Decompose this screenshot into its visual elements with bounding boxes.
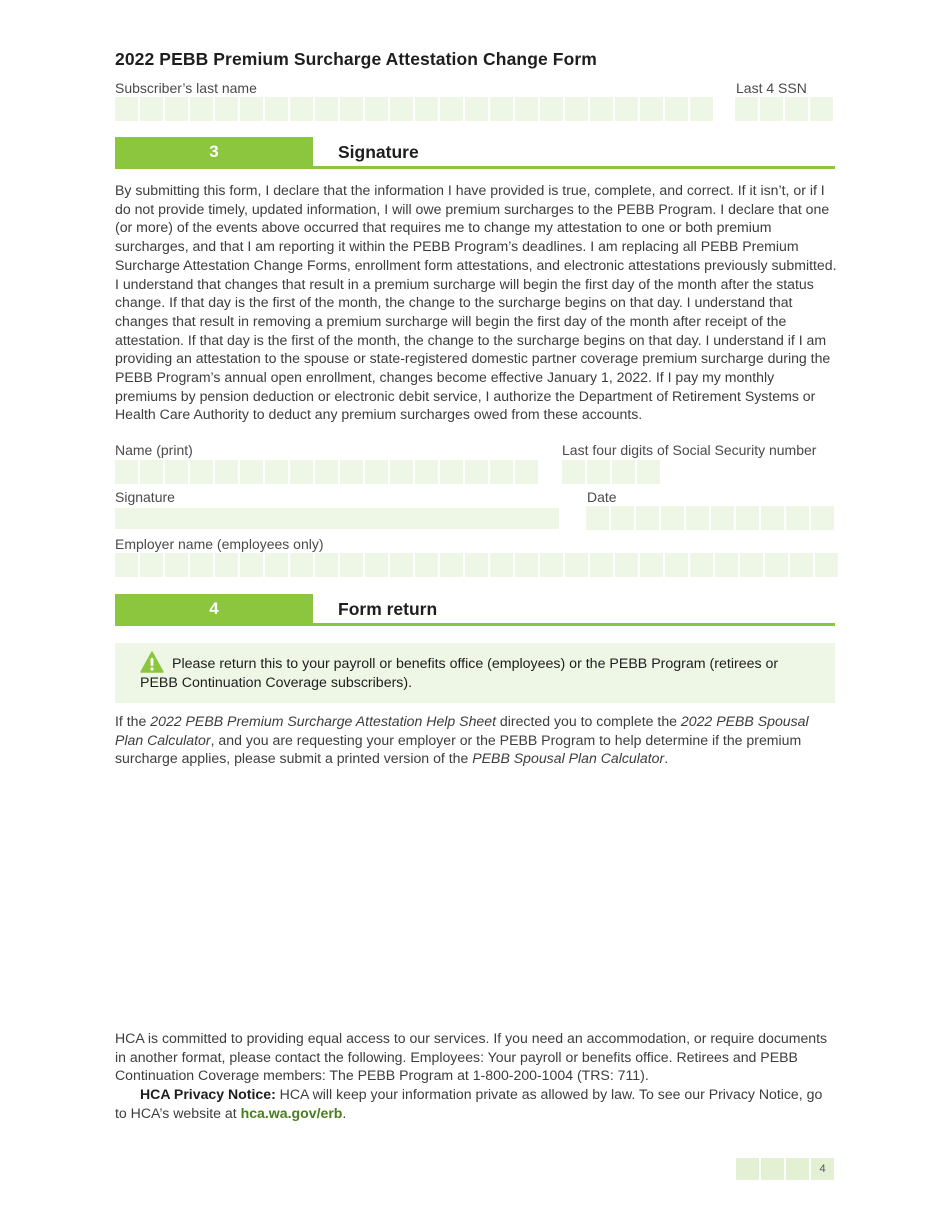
entry-cell[interactable]: [586, 506, 609, 530]
name-print-label: Name (print): [115, 442, 193, 458]
entry-cell[interactable]: [665, 553, 688, 577]
entry-cell[interactable]: [490, 97, 513, 121]
calc-text-1: If the: [115, 713, 151, 729]
spousal-calculator-title: 2022 PEBB Spousal Plan Calculator: [115, 713, 809, 748]
entry-cell[interactable]: [540, 553, 563, 577]
entry-cell[interactable]: [640, 553, 663, 577]
entry-cell[interactable]: [661, 506, 684, 530]
entry-cell[interactable]: [637, 460, 660, 484]
entry-cell[interactable]: [190, 97, 213, 121]
entry-cell[interactable]: [340, 460, 363, 484]
entry-cell[interactable]: [315, 460, 338, 484]
entry-cell[interactable]: [165, 460, 188, 484]
last4-ssn-field[interactable]: [735, 97, 833, 121]
help-sheet-title: 2022 PEBB Premium Surcharge Attestation Help Sheet: [150, 713, 497, 729]
subscriber-last-name-label: Subscriber’s last name: [115, 80, 257, 96]
section-4-number: 4: [115, 594, 313, 624]
entry-cell[interactable]: [290, 553, 313, 577]
entry-cell[interactable]: [590, 553, 613, 577]
entry-cell[interactable]: [290, 97, 313, 121]
entry-cell[interactable]: [390, 553, 413, 577]
page-box-cell: [736, 1158, 759, 1180]
entry-cell[interactable]: [565, 553, 588, 577]
entry-cell[interactable]: [215, 553, 238, 577]
entry-cell[interactable]: [565, 97, 588, 121]
calculator-instructions: [115, 712, 837, 768]
entry-cell[interactable]: [365, 553, 388, 577]
entry-cell[interactable]: [165, 97, 188, 121]
form-return-notice-text: Please return this to your payroll or benefits office (employees) or the PEBB Program (retirees or PEBB Continuation Coverage subscribers).: [140, 656, 779, 691]
calc-text-4: .: [664, 750, 669, 767]
entry-cell[interactable]: [115, 97, 138, 121]
privacy-notice: [115, 1085, 837, 1122]
entry-cell[interactable]: [265, 97, 288, 121]
entry-cell[interactable]: [686, 506, 709, 530]
entry-cell[interactable]: [115, 553, 138, 577]
entry-cell[interactable]: [215, 97, 238, 121]
entry-cell[interactable]: [785, 97, 808, 121]
entry-cell[interactable]: [340, 553, 363, 577]
date-field[interactable]: [586, 506, 834, 530]
privacy-notice-text: HCA will keep your information private as allowed by law. To see our Privacy Notice, go to HCA’s website at: [115, 1086, 823, 1121]
entry-cell[interactable]: [640, 97, 663, 121]
entry-cell[interactable]: [636, 506, 659, 530]
section-4-header: [115, 594, 835, 626]
calc-text-2: directed you to complete the: [496, 713, 681, 729]
page-box-cell: [786, 1158, 809, 1180]
entry-cell[interactable]: [515, 97, 538, 121]
entry-cell[interactable]: [140, 97, 163, 121]
entry-cell[interactable]: [190, 460, 213, 484]
section-3-number: 3: [115, 137, 313, 167]
entry-cell[interactable]: [490, 553, 513, 577]
entry-cell[interactable]: [315, 97, 338, 121]
entry-cell[interactable]: [440, 97, 463, 121]
entry-cell[interactable]: [365, 460, 388, 484]
entry-cell[interactable]: [140, 553, 163, 577]
entry-cell[interactable]: [761, 506, 784, 530]
ssn-last4-field[interactable]: [562, 460, 660, 484]
entry-cell[interactable]: [515, 460, 538, 484]
entry-cell[interactable]: [340, 97, 363, 121]
entry-cell[interactable]: [415, 460, 438, 484]
page-box-cell: [761, 1158, 784, 1180]
entry-cell[interactable]: [290, 460, 313, 484]
footer: [115, 1029, 837, 1123]
entry-cell[interactable]: [815, 553, 838, 577]
last4-ssn-label: Last 4 SSN: [736, 80, 807, 96]
signature-label: Signature: [115, 489, 175, 505]
form-title: 2022 PEBB Premium Surcharge Attestation Change Form: [115, 49, 597, 69]
entry-cell[interactable]: [765, 553, 788, 577]
entry-cell[interactable]: [615, 553, 638, 577]
entry-cell[interactable]: [590, 97, 613, 121]
spousal-calculator-name: PEBB Spousal Plan Calculator: [472, 750, 665, 767]
privacy-notice-label: HCA Privacy Notice:: [140, 1086, 276, 1103]
page-number-box: [736, 1158, 834, 1180]
entry-cell[interactable]: [736, 506, 759, 530]
employer-name-field[interactable]: [115, 553, 838, 577]
entry-cell[interactable]: [690, 97, 713, 121]
signature-field[interactable]: [115, 508, 559, 529]
entry-cell[interactable]: [440, 553, 463, 577]
entry-cell[interactable]: [365, 97, 388, 121]
entry-cell[interactable]: [140, 460, 163, 484]
entry-cell[interactable]: [315, 553, 338, 577]
entry-cell[interactable]: [587, 460, 610, 484]
entry-cell[interactable]: [165, 553, 188, 577]
entry-cell[interactable]: [440, 460, 463, 484]
page-number: 4: [811, 1158, 834, 1180]
entry-cell[interactable]: [240, 460, 263, 484]
entry-cell[interactable]: [415, 553, 438, 577]
entry-cell[interactable]: [790, 553, 813, 577]
entry-cell[interactable]: [740, 553, 763, 577]
entry-cell[interactable]: [786, 506, 809, 530]
privacy-link[interactable]: hca.wa.gov/erb: [240, 1104, 343, 1121]
entry-cell[interactable]: [240, 97, 263, 121]
entry-cell[interactable]: [390, 97, 413, 121]
entry-cell[interactable]: [265, 460, 288, 484]
section-3-title: Signature: [338, 142, 419, 162]
entry-cell[interactable]: [715, 553, 738, 577]
entry-cell[interactable]: [515, 553, 538, 577]
entry-cell[interactable]: [240, 553, 263, 577]
entry-cell[interactable]: [465, 97, 488, 121]
entry-cell[interactable]: [415, 97, 438, 121]
entry-cell[interactable]: [465, 460, 488, 484]
entry-cell[interactable]: [811, 506, 834, 530]
calc-text-3: , and you are requesting your employer or the PEBB Program to help determine if the premium surcharge applies, please submit a printed version of the: [115, 731, 802, 767]
section-3-header: [115, 137, 835, 169]
entry-cell[interactable]: [215, 460, 238, 484]
entry-cell[interactable]: [665, 97, 688, 121]
entry-cell[interactable]: [612, 460, 635, 484]
entry-cell[interactable]: [465, 553, 488, 577]
entry-cell[interactable]: [760, 97, 783, 121]
entry-cell[interactable]: [810, 97, 833, 121]
section-4-title: Form return: [338, 599, 438, 619]
equal-access-text: HCA is committed to providing equal access to our services. If you need an accommodation, or require documents in another format, please contact the following. Employees: Your payroll or benefits office. Retirees and PEBB Continuation Coverage members: The PEBB Program at 1-800-200-1004 (TRS: 711).: [115, 1030, 828, 1084]
section-3-rule: [115, 166, 835, 169]
ssn-last4-label: Last four digits of Social Security number: [562, 442, 817, 458]
employer-name-label: Employer name (employees only): [115, 536, 324, 552]
entry-cell[interactable]: [115, 460, 138, 484]
name-print-field[interactable]: [115, 460, 538, 484]
privacy-end: .: [342, 1104, 347, 1121]
entry-cell[interactable]: [611, 506, 634, 530]
entry-cell[interactable]: [735, 97, 758, 121]
subscriber-last-name-field[interactable]: [115, 97, 713, 121]
declaration-text: By submitting this form, I declare that the information I have provided is true, complete, and correct. If it isn’t, or if I do not provide timely, updated information, I will owe premium surcharges to the PEBB Program. I declare that one (or more) of the events above occurred that requires me to change my attestation to one or both premium surcharges, and that I am reporting it within the PEBB Program’s deadlines. I am replacing all PEBB Premium Surcharge Attestation Change Forms, enrollment form attestations, and electronic attestations previously submitted. I understand that changes that result in a premium surcharge will begin the first day of the month after the status change. If that day is the first of the month, the change to the surcharge begins on that day. I understand that changes that result in removing a premium surcharge will begin the first day of the month after receipt of the attestation. If that day is the first of the month, the change to the surcharge begins on that day. I understand if I am providing an attestation to the spouse or state-registered domestic partner coverage premium surcharge during the PEBB Program’s annual open enrollment, changes become effective January 1, 2022. If I pay my monthly premiums by pension deduction or electronic debit service, I authorize the Department of Retirement Systems or Health Care Authority to deduct any premium surcharges owed from these accounts.: [115, 182, 837, 423]
entry-cell[interactable]: [540, 97, 563, 121]
entry-cell[interactable]: [562, 460, 585, 484]
entry-cell[interactable]: [615, 97, 638, 121]
entry-cell[interactable]: [390, 460, 413, 484]
entry-cell[interactable]: [265, 553, 288, 577]
section-4-rule: [115, 623, 835, 626]
date-label: Date: [587, 489, 617, 505]
entry-cell[interactable]: [711, 506, 734, 530]
entry-cell[interactable]: [190, 553, 213, 577]
entry-cell[interactable]: [490, 460, 513, 484]
entry-cell[interactable]: [690, 553, 713, 577]
form-return-notice: [115, 643, 835, 703]
